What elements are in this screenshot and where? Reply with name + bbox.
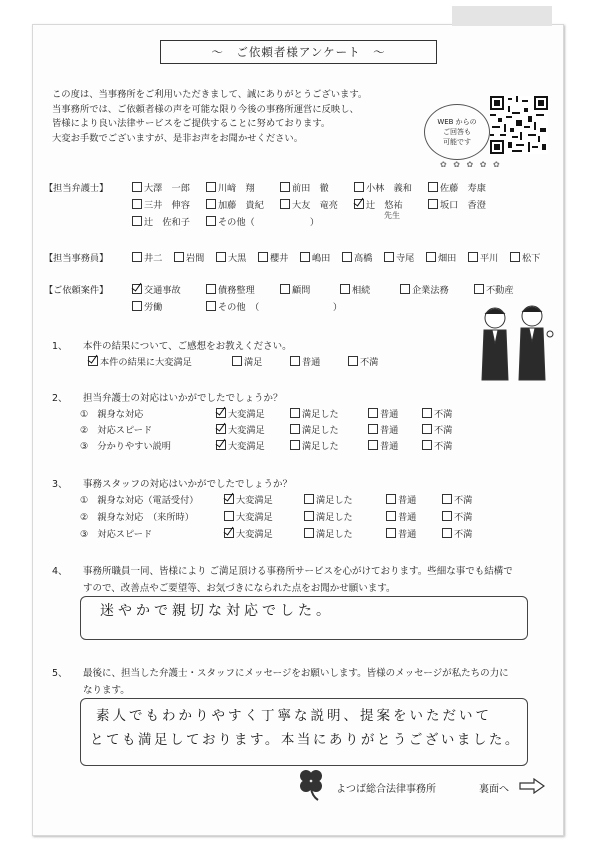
checkbox[interactable]	[468, 252, 478, 262]
q3-text: 事務スタッフの対応はいかがでしたでしょうか？	[83, 479, 293, 490]
checkbox[interactable]	[304, 494, 314, 504]
q2-row-2: ② 対応スピード 大変満足 満足した 普通 不満	[80, 425, 453, 436]
checkbox[interactable]	[384, 252, 394, 262]
q4-text-line: 事務所職員一同、皆様により ご満足頂ける事務所サービスを心がけております。些細な事でも結構で	[83, 566, 513, 577]
checkbox[interactable]	[174, 252, 184, 262]
checkbox[interactable]	[206, 182, 216, 192]
arrow-right-icon[interactable]	[519, 778, 545, 794]
case-row-2: 労働 その他 （ ）	[44, 299, 354, 313]
checkbox[interactable]	[304, 528, 314, 538]
checkbox[interactable]	[474, 284, 484, 294]
q4-handwritten-answer: 迷やかで親切な対応でした。	[100, 603, 334, 619]
checkbox[interactable]	[442, 494, 452, 504]
intro-line: 当事務所では、ご依頼者様の声を可能な限り今後の事務所運営に反映し、	[52, 103, 359, 115]
q1-text: 本件の結果について、ご感想をお教えください。	[83, 341, 292, 352]
checkbox[interactable]	[132, 199, 142, 209]
staff-row: 【担当事務員】 井二 岩間 大黒 櫻井 嶋田 高橋 寺尾 畑田 平川 松下	[44, 250, 544, 264]
checkbox-checked[interactable]	[224, 494, 234, 504]
checkbox-checked[interactable]	[224, 528, 234, 538]
checkbox[interactable]	[442, 528, 452, 538]
checkbox-checked[interactable]	[132, 284, 142, 294]
q2-row-3: ③ 分かりやすい説明 大変満足 満足した 普通 不満	[80, 441, 453, 452]
checkbox[interactable]	[422, 424, 432, 434]
checkbox[interactable]	[206, 284, 216, 294]
checkbox[interactable]	[400, 284, 410, 294]
lawyer-row-1: 【担当弁護士】 大澤 一郎 川﨑 翔 前田 徹 小林 義和 佐藤 寿康	[44, 180, 502, 194]
lawyer-row-2: 三井 伸容 加藤 貴紀 大友 竜亮 辻 悠祐 坂口 香澄	[44, 197, 502, 211]
checkbox[interactable]	[280, 182, 290, 192]
checkbox[interactable]	[428, 199, 438, 209]
qr-code-icon[interactable]	[490, 96, 548, 154]
checkbox[interactable]	[422, 408, 432, 418]
checkbox-checked[interactable]	[216, 440, 226, 450]
checkbox[interactable]	[132, 216, 142, 226]
redacted-header	[452, 6, 552, 26]
checkbox[interactable]	[280, 199, 290, 209]
next-page-label: 裏面へ	[479, 784, 509, 795]
checkbox[interactable]	[340, 284, 350, 294]
checkbox[interactable]	[300, 252, 310, 262]
checkbox[interactable]	[422, 440, 432, 450]
checkbox[interactable]	[132, 252, 142, 262]
checkbox[interactable]	[206, 301, 216, 311]
staff-label: 【担当事務員】	[44, 253, 109, 264]
checkbox[interactable]	[368, 408, 378, 418]
q2-number: 2、	[52, 393, 68, 404]
q3-row-1: ① 親身な対応（電話受付） 大変満足 満足した 普通 不満	[80, 495, 473, 506]
intro-text	[52, 88, 367, 146]
checkbox[interactable]	[386, 494, 396, 504]
cases-label: 【ご依頼案件】	[44, 285, 109, 296]
q1-options: 本件の結果に大変満足 満足 普通 不満	[88, 354, 390, 368]
checkbox[interactable]	[354, 182, 364, 192]
intro-line: 皆様により良い法律サービスをご提供することに努めております。	[52, 118, 331, 129]
checkbox[interactable]	[510, 252, 520, 262]
q4-text-line: すので、改善点やご要望等、お気づきになられた点をお聞かせ願います。	[83, 583, 396, 594]
checkbox-checked[interactable]	[354, 199, 364, 209]
checkbox[interactable]	[290, 440, 300, 450]
case-row-1: 【ご依頼案件】 交通事故 債務整理 顧問 相続 企業法務 不動産	[44, 282, 526, 296]
checkbox[interactable]	[426, 252, 436, 262]
q2-row-1: ① 親身な対応 大変満足 満足した 普通 不満	[80, 409, 453, 420]
checkbox[interactable]	[290, 424, 300, 434]
intro-line: 大変お手数でございますが、是非お声をお聞かせください。	[52, 132, 304, 144]
checkbox[interactable]	[132, 182, 142, 192]
q3-number: 3、	[52, 479, 68, 490]
checkbox[interactable]	[224, 511, 234, 521]
checkbox[interactable]	[232, 356, 242, 366]
lawyer-row-3: 辻 佐和子 その他（ ）	[44, 214, 331, 228]
q5-text-line: なります。	[83, 685, 130, 696]
checkbox-checked[interactable]	[88, 356, 98, 366]
office-name: よつば総合法律事務所	[336, 784, 436, 795]
checkbox-checked[interactable]	[216, 424, 226, 434]
checkbox[interactable]	[206, 216, 216, 226]
checkbox[interactable]	[368, 440, 378, 450]
checkbox[interactable]	[290, 356, 300, 366]
lawyers-label: 【担当弁護士】	[44, 183, 109, 194]
checkbox[interactable]	[348, 356, 358, 366]
checkbox[interactable]	[428, 182, 438, 192]
q1-number: 1、	[52, 341, 68, 352]
checkbox[interactable]	[132, 301, 142, 311]
staff-illustration-icon	[470, 300, 560, 390]
checkbox[interactable]	[216, 252, 226, 262]
q3-row-3: ③ 対応スピード 大変満足 満足した 普通 不満	[80, 529, 473, 540]
checkbox[interactable]	[258, 252, 268, 262]
clover-logo-icon	[292, 766, 332, 802]
survey-title: ～ ご依頼者様アンケート ～	[160, 40, 437, 64]
checkbox[interactable]	[304, 511, 314, 521]
checkbox[interactable]	[290, 408, 300, 418]
checkbox[interactable]	[342, 252, 352, 262]
checkbox[interactable]	[442, 511, 452, 521]
q5-number: 5、	[52, 668, 68, 679]
clover-decoration-icon: ✿ ✿ ✿ ✿ ✿	[440, 160, 502, 169]
web-answer-bubble: WEB からの ご回答も 可能です	[424, 104, 490, 160]
checkbox[interactable]	[386, 528, 396, 538]
intro-line: この度は、当事務所をご利用いただきまして、誠にありがとうございます。	[52, 89, 368, 100]
checkbox[interactable]	[206, 199, 216, 209]
q2-text: 担当弁護士の対応はいかがでしたでしょうか？	[83, 393, 283, 404]
q5-handwritten-line: とても満足しております。本当にありがとうございました。	[90, 732, 521, 748]
q5-text-line: 最後に、担当した弁護士・スタッフにメッセージをお願いします。皆様のメッセージが私たちの力に	[83, 668, 509, 679]
checkbox[interactable]	[368, 424, 378, 434]
q4-number: 4、	[52, 566, 68, 577]
checkbox[interactable]	[280, 284, 290, 294]
checkbox[interactable]	[386, 511, 396, 521]
checkbox-checked[interactable]	[216, 408, 226, 418]
q3-row-2: ② 親身な対応 （来所時） 大変満足 満足した 普通 不満	[80, 512, 473, 523]
q5-handwritten-line: 素人でもわかりやすく丁寧な説明、提案をいただいて	[96, 708, 492, 724]
handwritten-note: 先生	[384, 211, 400, 220]
